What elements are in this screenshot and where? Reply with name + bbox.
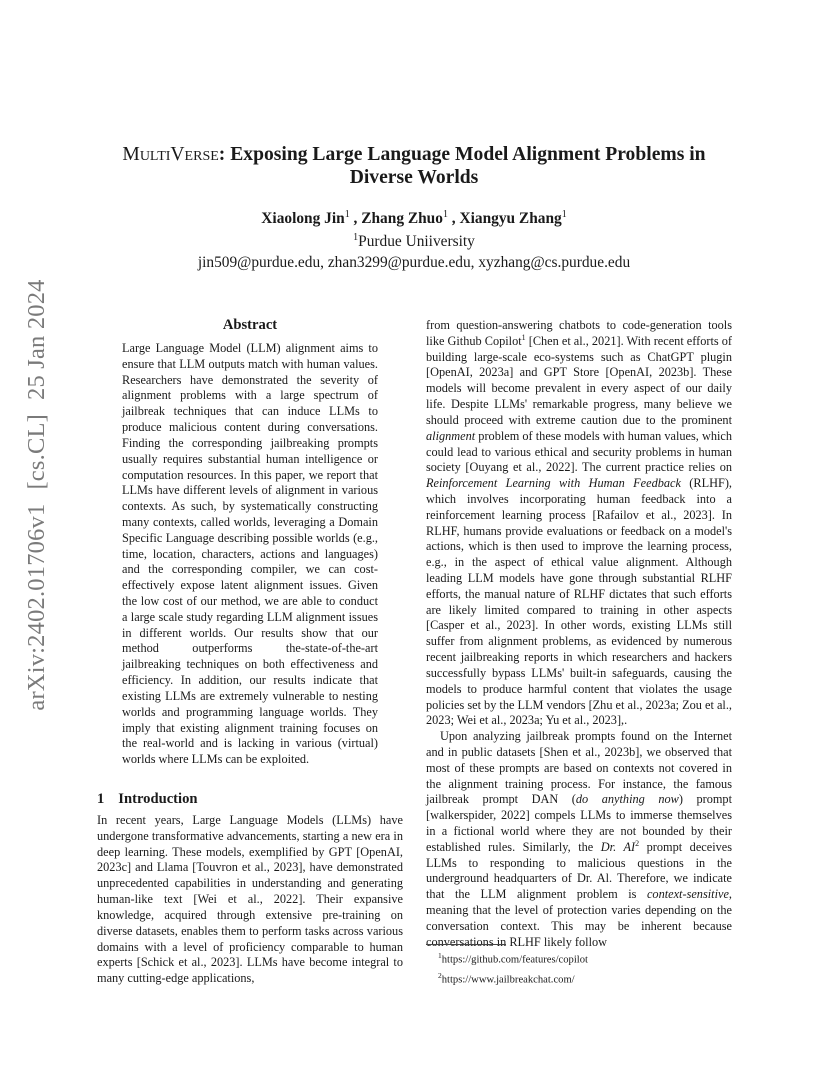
affiliation-marker: 1 <box>561 209 567 220</box>
arxiv-stamp <box>23 265 51 710</box>
title-colon: : <box>218 144 226 165</box>
abstract-heading: Abstract <box>222 317 278 333</box>
intro-paragraph-3: Upon analyzing jailbreak prompts found on the Internet and in public datasets [Shen et al., 2023b], we observed that most of these prompts are based on contexts not covered in the alignment training process. For instance, the famous jailbreak prompt DAN (do anything now) prompt [walkerspider, 2022] compels LLMs to immerse themselves in a fictional world where they are not bounded by their established rules. Similarly, the Dr. $AI^2$ prompt deceives LLMs to responding to malicious questions in the underground headquarters of Dr. Al. Therefore, we indicate that the LLM alignment problem is context-sensitive, meaning that the level of protection varies depending on the conversation context. This may be inherent because conversations in RLHF likely follow <box>426 729 732 949</box>
title-line-1: Exposing Large Language Model Alignment Problems in <box>225 144 706 165</box>
arxiv-category: [cs.CL] <box>23 413 50 490</box>
section-title: Introduction <box>118 791 198 807</box>
author-name: Xiaolong Jin <box>261 210 345 228</box>
affiliation <box>90 232 738 251</box>
section-number: 1 <box>97 791 105 807</box>
author-emails: jin509@purdue.edu, zhan3299@purdue.edu, xyzhang@cs.purdue.edu <box>197 254 631 271</box>
footnote-link[interactable]: https://github.com/features/copilot <box>441 954 588 966</box>
intro-paragraph-2: from question-answering chatbots to code-generation tools like Github Copilot$^1$ [Chen et al., 2021]. With recent efforts of building large-scale eco-systems such as ChatGPT plugin [OpenAI, 2023a] and GPT Store [OpenAI, 2023b]. These models will become prevalent in every aspect of our daily life. Despite LLMs' remarkable progress, many believe we should proceed with extreme caution due to the prominent alignment problem of these models with human values, which could lead to various ethical and security problems in human society [Ouyang et al., 2022]. The current practice relies on Reinforcement Learning with Human Feedback (RLHF), which involves incorporating human feedback into a reinforcement learning process [Rafailov et al., 2023]. In RLHF, humans provide evaluations or feedback on a model's actions, which is then used to improve the learning process, e.g., in the aspect of ethical value alignment. Although leading LLM models have gone through substantial RLHF efforts, the manual nature of RLHF dictates that such efforts are likely limited compared to training in other aspects [Casper et al., 2023]. In other words, existing LLMs still suffer from alignment problems, as evidenced by numerous recent jailbreaking reports in which researchers and hackers successfully bypass LLMs' built-in safeguards, causing the models to produce harmful content that violates the usage policies set by the LLM vendors [Zhu et al., 2023a; Zou et al., 2023; Wei et al., 2023a; Yu et al., 2023],. <box>426 318 732 728</box>
author-name: Zhang Zhuo <box>361 210 443 228</box>
affiliation-name: Purdue Uniiversity <box>358 233 475 251</box>
author-separator: , <box>447 210 460 228</box>
intro-paragraph-1: In recent years, Large Language Models (LLMs) have undergone transformative advancements, starting a new era in deep learning. These models, exemplified by GPT [OpenAI, 2023c] and Llama [Touvron et al., 2023], have demonstrated unprecedented capabilities in understanding and generating human-like text [Wei et al., 2022]. Their expansive knowledge, acquired through extensive pre-training on diverse datasets, enables them to perform tasks across various domains with a level of proficiency comparable to human experts [Schick et al., 2023]. LLMs have become integral to many cutting-edge applications, <box>97 813 403 986</box>
author-name: Xiangyu Zhang <box>459 210 562 228</box>
footnote-ref: 2 <box>635 838 640 848</box>
affiliation-marker: 1 <box>344 209 350 220</box>
arxiv-date: 25 Jan 2024 <box>23 279 50 400</box>
footnote-ref: 1 <box>521 332 526 342</box>
affiliation-marker: 1 <box>442 209 448 220</box>
footnote-divider <box>426 944 506 945</box>
footnotes <box>438 948 588 987</box>
affiliation-marker: 1 <box>353 232 359 243</box>
right-column <box>426 318 732 951</box>
author-separator: , <box>349 210 362 228</box>
title-line-2: Diverse Worlds <box>349 167 479 188</box>
footnote: $^1$https://github.com/features/copilot <box>438 951 588 966</box>
footnote: $^2$https://www.jailbreakchat.com/ <box>438 970 575 986</box>
footnote-link[interactable]: https://www.jailbreakchat.com/ <box>441 974 575 986</box>
author-list <box>90 206 738 228</box>
paper-title <box>90 143 738 189</box>
title-system-name: MultiVerse <box>122 144 219 165</box>
arxiv-id: arXiv:2402.01706v1 <box>23 503 50 711</box>
section-heading-introduction <box>97 791 198 808</box>
abstract-text: Large Language Model (LLM) alignment aims to ensure that LLM outputs match with human values. Researchers have demonstrated the severity of alignment problems with a large spectrum of jailbreak techniques that can induce LLMs to produce malicious content during conversations. Finding the corresponding jailbreaking prompts usually requires substantial human intelligence or computation resources. In this paper, we report that LLMs have different levels of alignment in various contexts. As such, by systematically constructing many contexts, called worlds, leveraging a Domain Specific Language describing possible worlds (e.g., time, location, characters, actions and languages) and the corresponding compiler, we can cost-effectively expose latent alignment issues. Given the low cost of our method, we are able to conduct a large scale study regarding LLM alignment issues in different worlds. Our results show that our method outperforms the-state-of-the-art jailbreaking techniques on both effectiveness and efficiency. In addition, our results indicate that existing LLMs are extremely vulnerable to nesting worlds and programming language worlds. They imply that existing alignment training focuses on the real-world and is lacking in various (virtual) worlds where LLMs can be exploited. <box>122 341 378 767</box>
